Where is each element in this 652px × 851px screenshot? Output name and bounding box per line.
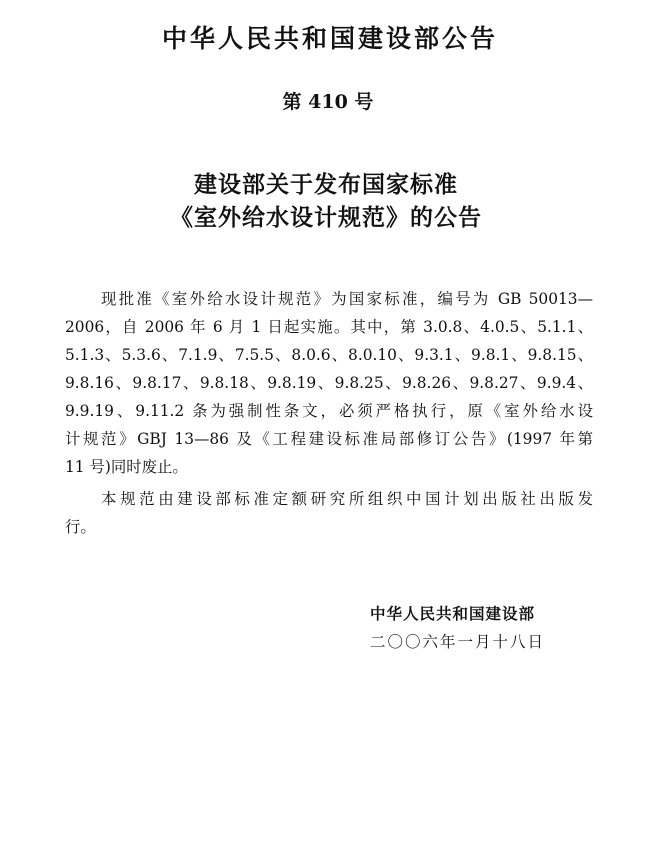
body-line: 9.8.16、9.8.17、9.8.18、9.8.19、9.8.25、9.8.26、9.8.27、9.9.4、 (65, 374, 593, 392)
body-line: 现批准《室外给水设计规范》为国家标准，编号为 GB 50013— (101, 290, 593, 308)
paragraph-publication (65, 485, 593, 541)
body-line: 5.1.3、5.3.6、7.1.9、7.5.5、8.0.6、8.0.10、9.3.1、9.8.1、9.8.15、 (65, 346, 593, 364)
paragraph-approval (65, 285, 593, 481)
body-line: 2006，自 2006 年 6 月 1 日起实施。其中，第 3.0.8、4.0.5、5.1.1、 (65, 318, 593, 336)
body-line: 本规范由建设部标准定额研究所组织中国计划出版社出版发 (101, 490, 593, 508)
announcement-heading (0, 168, 652, 234)
signature-organization: 中华人民共和国建设部 (370, 605, 536, 623)
announcement-number: 第 410 号 (282, 91, 374, 113)
signature-block (370, 600, 545, 656)
body-line: 行。 (65, 518, 96, 536)
body-line: 9.9.19、9.11.2 条为强制性条文，必须严格执行，原《室外给水设 (65, 402, 593, 420)
signature-date: 二〇〇六年一月十八日 (370, 633, 546, 651)
body-line: 11 号)同时废止。 (65, 458, 188, 476)
announcement-title: 中华人民共和国建设部公告 (161, 24, 498, 53)
announcement-body (65, 285, 593, 541)
body-line: 计规范》GBJ 13—86 及《工程建设标准局部修订公告》(1997 年第 (65, 430, 593, 448)
heading-line-1: 建设部关于发布国家标准 (194, 171, 458, 198)
heading-line-2: 《室外给水设计规范》的公告 (170, 204, 482, 231)
